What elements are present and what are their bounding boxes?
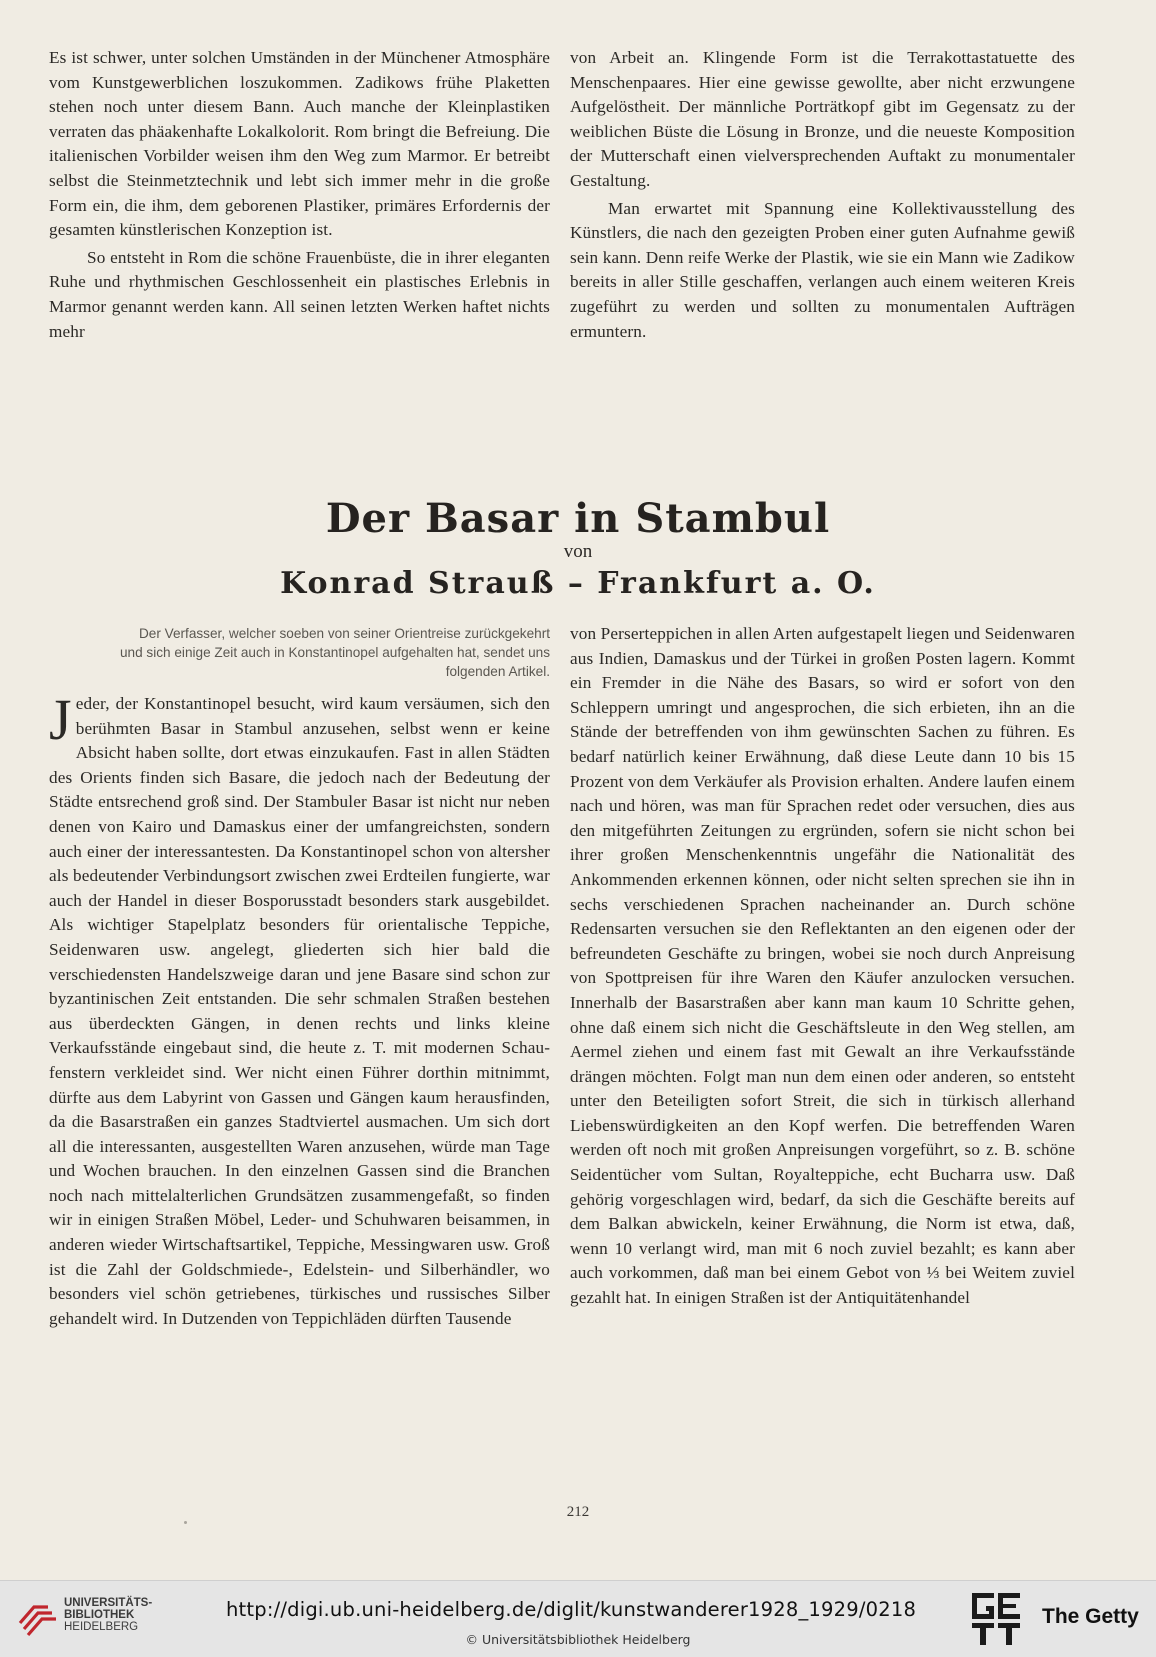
copyright-notice: © Universitätsbibliothek Heidelberg (465, 1632, 691, 1647)
editor-note: Der Verfasser, welcher soeben von seiner Orientreise zurückgekehrt und sich einige Zeit auch in Konstantinopel aufgehalten hat, sendet uns folgenden Artikel. (119, 626, 550, 679)
article-right-column (570, 622, 1075, 1311)
page-number: 212 (566, 1504, 590, 1520)
paragraph: von Arbeit an. Klingende Form ist die Terrakottastatuette des Menschenpaares. Hier eine gewisse gewollte, aber nicht erzwungene Aufgelöstheit. Der männliche Porträtkopf gibt im Gegensatz zu der weiblichen Büste die Lösung in Bronze, und die neueste Komposition der Mutterschaft einen vielversprechenden Auftakt zu monumentaler Gestaltung. (570, 48, 1075, 190)
article-left-column (49, 622, 550, 1331)
library-line: BIBLIOTHEK (64, 1609, 135, 1621)
article-text-left: eder, der Konstantinopel besucht, wird kaum versäumen, sich den berühmten Basar in Stambul anzusehen, selbst wenn er keine Absicht haben sollte, dort etwas einzukaufen. Fast in allen Städten des Orients finden sich Basare, die jedoch nach der Bedeutung der Städte entsrechend groß sind. Der Stambuler Basar ist nicht nur neben denen von Kairo und Damaskus einer der umfangreichsten, sondern auch einer der interessantesten. Da Konstantinopel schon von altersher als bedeutender Verbindungsort zwischen zwei Erdteilen fungierte, war auch der Handel in dieser Bosporusstadt besonders stark ausgebildet. Als wichtiger Stapelplatz besonders für orientalische Teppiche, Seidenwaren usw. angelegt, gliederten sich hier bald die verschiedensten Handelszweige daran und jene Basare sind schon zur byzantinischen Zeit entstanden. Die sehr schmalen Straßen bestehen aus überdeckten Gängen, in denen rechts und links kleine Verkaufsstände eingebaut sind, die heute z. T. mit modernen Schaufenstern verkleidet sind. Wer nicht einen Führer dorthin mitnimmt, dürfte aus dem Labyrint von Gassen und Gängen kaum herausfinden, da die Basarstraßen ein ganzes Stadtviertel ausmachen. Um sich dort all die interessanten, ausgestellten Waren anzusehen, würde man Tage und Wochen brauchen. In den einzelnen Gassen sind die Branchen noch nach mittelalterlichen Grundsätzen zusammengefaßt, so finden wir in einigen Straßen Möbel, Leder- und Schuhwaren beisammen, in anderen wieder Wirtschaftsartikel, Teppiche, Messingwaren usw. Groß ist die Zahl der Goldschmiede-, Edelstein- und Silberhändler, wo besonders viel schön getriebenes, türkisches und russisches Silber gehandelt wird. In Dutzenden von Teppichläden dürften Tausende (49, 694, 550, 1328)
drop-cap: J (49, 687, 72, 752)
library-line: HEIDELBERG (64, 1621, 139, 1633)
top-left-column (49, 46, 550, 344)
paragraph: Man erwartet mit Spannung eine Kollektivausstellung des Künstlers, die nach den gezeigten Proben einer guten Aufnahme gewiß sein kann. Denn reife Werke der Plastik, wie sie ein Mann wie Zadikow bereits in aller Stille geschaffen, verlangen auch einem weiteren Kreis zugeführt zu werden und sollten zu monumentalen Aufträgen ermuntern. (570, 198, 1075, 341)
scan-speck (184, 1521, 187, 1524)
getty-name[interactable]: The Getty (1042, 1605, 1139, 1628)
article-title: Der Basar in Stambul (325, 495, 831, 542)
article-text-right: von Perserteppichen in allen Arten aufgestapelt liegen und Seidenwaren aus Indien, Damaskus und der Türkei in großen Posten lagern. Kommt ein Fremder in die Nähe des Basars, so wird er sofort von den Schleppern umringt und angesprochen, die sich erbieten, ihn an die Stände der betreffenden von ihm gewünschten Sachen zu führen. Es bedarf natürlich keiner Erwähnung, daß diese Leute dann 10 bis 15 Prozent von dem Verkäufer als Provision erhalten. Andere laufen einem nach und hören, was man für Sprachen redet oder versuchen, dies aus den mitgeführten Zeitungen zu ergründen, sofern sie nicht schon bei ihrer großen Menschenkenntnis ungefähr die Nationalität des Ankommenden erkennen können, oder nicht selten sprechen sie ihn in sechs verschiedenen Sprachen nacheinander an. Durch schöne Redensarten versuchen sie den Reflektanten an den eigenen oder der befreundeten Geschäfte zu bringen, wobei sie noch durch Anpreisung von Spottpreisen für ihre Waren den Käufer anzulocken versuchen. Innerhalb der Basarstraßen aber kann man kaum 10 Schritte gehen, ohne daß einem sich nicht die Geschäftsleute in den Weg stellen, am Aermel ziehen und einem fast mit Gewalt an ihre Verkaufsstände drängen möchten. Folgt man nun dem einen oder anderen, so entsteht unter den Beteiligten sofort Streit, die sich in türkisch allerhand Liebenswürdigkeiten an den Kopf werfen. Die betreffenden Waren werden oft noch mit großen Anpreisungen vorgeführt, so z. B. schöne Seidentücher vom Sultan, Royalteppiche, echt Bucharra usw. Daß gehörig vorgeschlagen wird, bedarf, da sich die Geschäfte bereits auf dem Balkan abwickeln, keiner Erwähnung, die Norm ist etwa, daß, wenn 10 verlangt wird, man mit 6 noch zuviel bezahlt; es kann aber auch vorkommen, daß man bei einem Gebot von ⅓ bei Weitem zuviel gezahlt hat. In einigen Straßen ist der Antiquitätenhandel (570, 624, 1075, 1308)
paragraph: Es ist schwer, unter solchen Umständen in der Münchener Atmosphäre vom Kunstgewerblichen loszukommen. Zadikows frühe Plaketten stehen noch unter diesem Bann. Auch manche der Kleinplastiken verraten das phäakenhafte Lokalkolorit. Rom bringt die Befreiung. Die italienischen Vorbilder weisen ihm den Weg zum Marmor. Er betreibt selbst die Steinmetztechnik und lebt sich immer mehr in die große Form ein, die ihm, dem geborenen Plastiker, primäres Erfordernis der gesamten künstlerischen Konzeption ist. (49, 48, 550, 240)
article-byline-von: von (563, 541, 593, 562)
ub-heidelberg-name[interactable] (64, 1597, 152, 1633)
getty-logo-icon[interactable] (970, 1591, 1022, 1647)
article-author: Konrad Strauß – Frankfurt a. O. (280, 566, 876, 601)
library-line: UNIVERSITÄTS- (64, 1597, 153, 1609)
top-right-column (570, 46, 1075, 344)
paragraph: So entsteht in Rom die schöne Frauenbüste, die in ihrer eleganten Ruhe und rhythmischen Geschlossenheit ein plastisches Erlebnis in Marmor genannt werden kann. All seinen letzten Werken haftet nichts mehr (49, 247, 550, 341)
permalink-url[interactable]: http://digi.ub.uni-heidelberg.de/diglit/kunstwanderer1928_1929/0218 (226, 1598, 917, 1621)
footer-bar (0, 1580, 1156, 1657)
